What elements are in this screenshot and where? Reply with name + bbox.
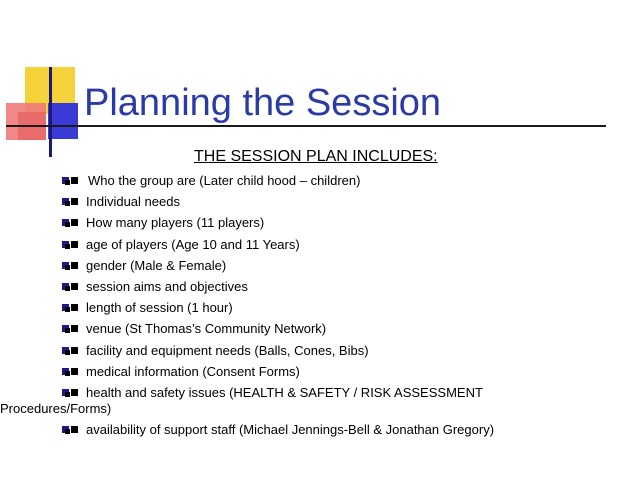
list-item-text: medical information (Consent Forms) (86, 363, 300, 379)
square-bullet-icon (71, 219, 78, 226)
list-item-text: Individual needs (86, 194, 180, 210)
list-item (62, 422, 624, 438)
square-bullet-icon (62, 262, 69, 269)
list-item (62, 237, 624, 253)
list-item (62, 279, 624, 295)
square-bullet-icon (62, 283, 69, 290)
square-bullet-icon (62, 325, 69, 332)
list-item (62, 258, 624, 274)
square-bullet-icon (71, 426, 78, 433)
decor-vertical-line (49, 67, 52, 157)
list-item-text: Who the group are (Later child hood – children) (88, 173, 361, 188)
square-bullet-icon (71, 177, 78, 184)
slide-subtitle: THE SESSION PLAN INCLUDES: (194, 148, 438, 165)
slide-title: Planning the Session (84, 82, 442, 124)
list-item-text: facility and equipment needs (Balls, Cones, Bibs) (86, 342, 369, 358)
list-item-text: length of session (1 hour) (86, 300, 233, 316)
title-underline (6, 125, 606, 127)
list-item-text-continued: Procedures/Forms) (0, 400, 112, 416)
list-item (62, 300, 624, 316)
list-item (0, 384, 624, 417)
bullet-list (0, 173, 624, 443)
square-bullet-icon (62, 368, 69, 375)
square-bullet-icon (71, 347, 78, 354)
list-item-text: availability of support staff (Michael Jennings-Bell & Jonathan Gregory) (86, 422, 495, 438)
square-bullet-icon (71, 262, 78, 269)
square-bullet-icon (71, 241, 78, 248)
list-item-text: How many players (11 players) (86, 215, 265, 231)
decor-blue-square (48, 103, 78, 139)
square-bullet-icon (71, 283, 78, 290)
list-item-text: health and safety issues (HEALTH & SAFETY / RISK ASSESSMENT (86, 384, 483, 400)
list-item (62, 321, 624, 337)
square-bullet-icon (62, 304, 69, 311)
list-item-text: session aims and objectives (86, 278, 248, 294)
list-item (62, 364, 624, 380)
square-bullet-icon (71, 325, 78, 332)
list-item (62, 173, 624, 189)
square-bullet-icon (62, 219, 69, 226)
list-item (62, 343, 624, 359)
square-bullet-icon (62, 426, 69, 433)
square-bullet-icon (62, 177, 69, 184)
square-bullet-icon (62, 389, 69, 396)
square-bullet-icon (71, 304, 78, 311)
square-bullet-icon (62, 347, 69, 354)
square-bullet-icon (71, 368, 78, 375)
list-item (62, 194, 624, 210)
square-bullet-icon (62, 241, 69, 248)
square-bullet-icon (71, 198, 78, 205)
list-item-text: gender (Male & Female) (86, 257, 227, 273)
list-item (62, 215, 624, 231)
list-item-text: age of players (Age 10 and 11 Years) (86, 236, 300, 252)
square-bullet-icon (71, 389, 78, 396)
list-item-text: venue (St Thomas’s Community Network) (86, 321, 327, 337)
square-bullet-icon (62, 198, 69, 205)
